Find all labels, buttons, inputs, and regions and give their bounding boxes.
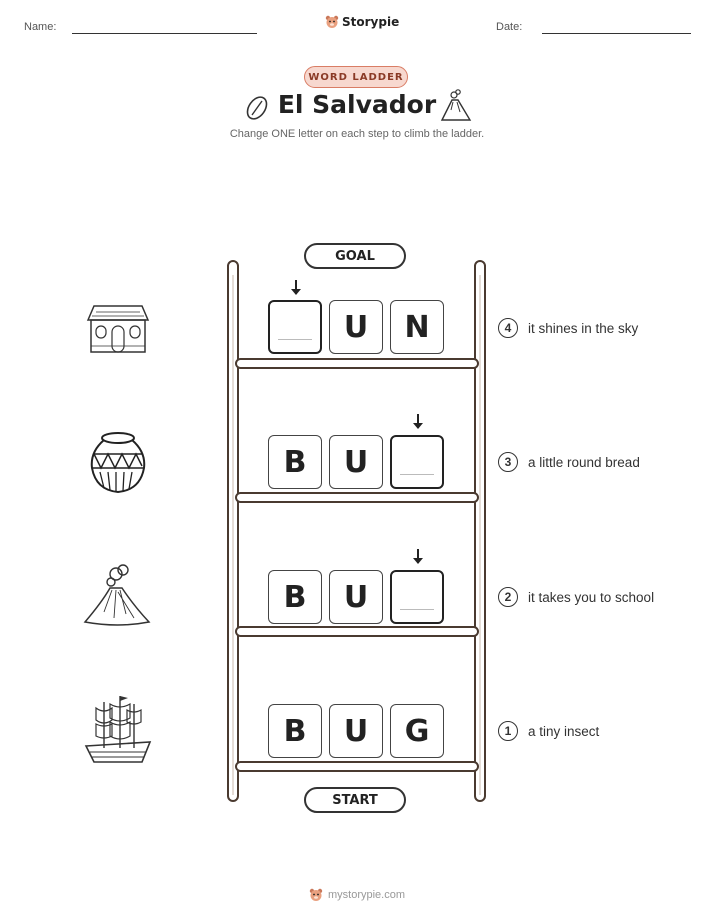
letter-box-blank[interactable] — [268, 300, 322, 354]
letter-box: B — [268, 704, 322, 758]
letter-box: G — [390, 704, 444, 758]
letter-box: B — [268, 570, 322, 624]
page-subtitle: Change ONE letter on each step to climb the ladder. — [229, 128, 485, 140]
down-arrow-icon — [410, 548, 426, 566]
footer — [0, 888, 714, 902]
bear-icon — [309, 888, 323, 902]
house-icon — [86, 302, 150, 354]
goal-label: GOAL — [304, 243, 406, 269]
clue-text: it shines in the sky — [528, 320, 639, 336]
clue-number: 1 — [498, 721, 518, 741]
clue-text: a tiny insect — [528, 723, 600, 739]
clue-number: 3 — [498, 452, 518, 472]
footer-url[interactable]: mystorypie.com — [327, 889, 406, 901]
letter-box-blank[interactable] — [390, 570, 444, 624]
letter-box: U — [329, 570, 383, 624]
clue-3 — [498, 452, 640, 472]
clue-4 — [498, 318, 638, 338]
letter-box-blank[interactable] — [390, 435, 444, 489]
clue-1 — [498, 721, 599, 741]
down-arrow-icon — [410, 413, 426, 431]
name-field-line[interactable] — [72, 33, 257, 34]
letter-box: U — [329, 300, 383, 354]
clue-number: 4 — [498, 318, 518, 338]
page-title: El Salvador — [277, 90, 437, 119]
clue-2 — [498, 587, 654, 607]
letter-box: N — [390, 300, 444, 354]
volcano-icon — [82, 562, 152, 628]
date-field-line[interactable] — [542, 33, 691, 34]
date-label: Date: — [496, 21, 523, 33]
letter-box: B — [268, 435, 322, 489]
brand-name: Storypie — [342, 15, 400, 29]
bear-icon — [325, 15, 339, 29]
start-label: START — [304, 787, 406, 813]
letter-box: U — [329, 435, 383, 489]
down-arrow-icon — [288, 279, 304, 297]
name-label: Name: — [24, 21, 57, 33]
word-ladder-badge: WORD LADDER — [304, 66, 408, 88]
small-volcano-icon — [440, 88, 472, 122]
clue-text: a little round bread — [528, 454, 640, 470]
letter-box: U — [329, 704, 383, 758]
clue-text: it takes you to school — [528, 589, 655, 605]
ship-icon — [84, 694, 152, 766]
pot-icon — [88, 430, 148, 494]
clue-number: 2 — [498, 587, 518, 607]
brand-logo — [325, 15, 399, 29]
